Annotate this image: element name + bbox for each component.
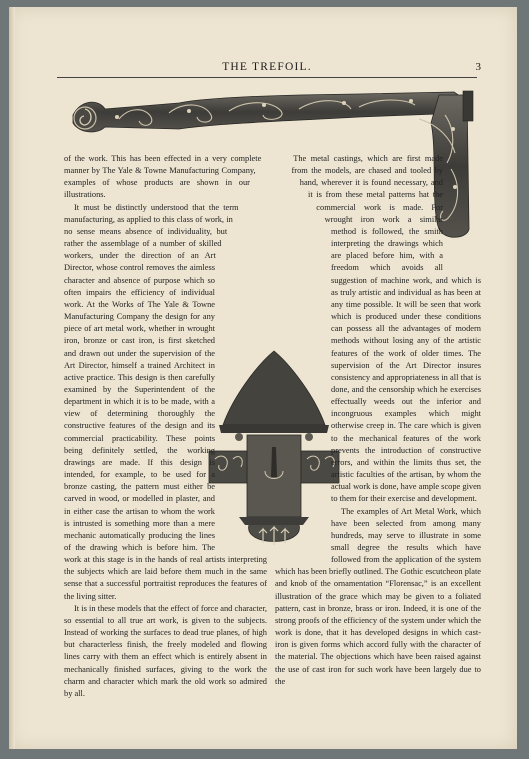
right-paragraph-2: The examples of Art Metal Work, which have been selected from among many hundreds, may serve to illustrate in some small degree the results which have followed from the application of the system which has been briefly outlined. The Gothic escutcheon plate and knob of the ornamentation “Florensac,” is an excellent illustration of the grace which may be given to a foliated pattern, cast in bronze, brass or iron. Indeed, it is one of the strong proofs of the efficiency of the system under which the work is done, that it has developed designs in which cast-iron is given forms which accord fully with the character of the material. The objections which have been raised against the use of cast iron for such work have been largely due to the (275, 506, 481, 686)
right-text-column (275, 153, 481, 688)
left-paragraph-1: of the work. This has been effected in a very complete manner by The Yale & Towne Manufacturing Company, examples of whose products are shown in our illustrations. (64, 154, 262, 200)
figure-wrap-spacer (215, 345, 267, 550)
running-head: THE TREFOIL. (222, 61, 312, 73)
page-header (57, 59, 481, 78)
left-paragraph-3: It is in these models that the effect of force and character, so essential to all true art work, is given to the subjects. Instead of working the surfaces to dead true planes, of high but characterless finish, the freely modeled and flowing lines carry with them an effect which is entirely absent in mechanically finished surfaces, giving to the work the charm and character which mark the old work so admired by all. (64, 603, 267, 698)
hinge-wrap-spacer (443, 153, 481, 271)
page-gutter-edge (9, 7, 15, 749)
left-text-column (64, 153, 267, 700)
right-paragraph-1: The metal castings, which are first made from the models, are chased and tooled by hand, wherever it is found necessary, and it is from these metal patterns hat the commercial work is made. For wrought iron work a similar method is followed, the smith interpreting the drawings which are placed before him, with a freedom which avoids all suggestion of machine work, and which is as truly artistic and individual as has been at any time possible. It will be seen that work which is produced under these conditions can possess all the advantages of modern methods without losing any of the artistic features of the work of older times. The supervision of the Art Director insures consistency and appropriateness in all that is done, and the censorship which he exercises effectually weeds out the inferior and incongruous examples which might otherwise creep in. The care which is given to the mechanical features of the work prevents the introduction of constructive errors, and within the limits thus set, the artistic faculties of the artisan, by whom the actual work is done, have ample scope given to them for their exercise and development. (291, 154, 481, 504)
book-page (9, 7, 517, 749)
figure-wrap-spacer-right (275, 365, 331, 565)
page-number: 3 (475, 61, 481, 73)
left-paragraph-2: It must be distinctly understood that the term manufacturing, as applied to this class of work, in no sense means absence of individuality, but rather the assemblage of a number of skilled workers, under the direction of an Art Director, whose control removes the aimless character and absence of purpose which so often impairs the efficiency of individual work. At the Works of The Yale & Towne Manufacturing Company the design for any piece of art metal work, whether in wrought iron, bronze or cast iron, is first sketched and drawn out under the supervision of the Art Director, himself a trained Architect in active practice. This design is then carefully examined by the Superintendent of the department in which it is to be made, with a view of determining thoroughly the constructive features of the design and its commercial practicability. These points being definitely settled, the working drawings are made. If this design is intended, for example, to be used for a bronze casting, the pattern must either be carved in wood, or modelled in plaster, and in either case the artisan to whom the work is intrusted is something more than a mere mechanic automatically producing the lines of the drawing which is before him. The work at this stage is in the hands of real artists interpreting the subjects which are laid before them much in the same sense that a successful portraitist reproduces the features of the living sitter. (64, 202, 267, 601)
